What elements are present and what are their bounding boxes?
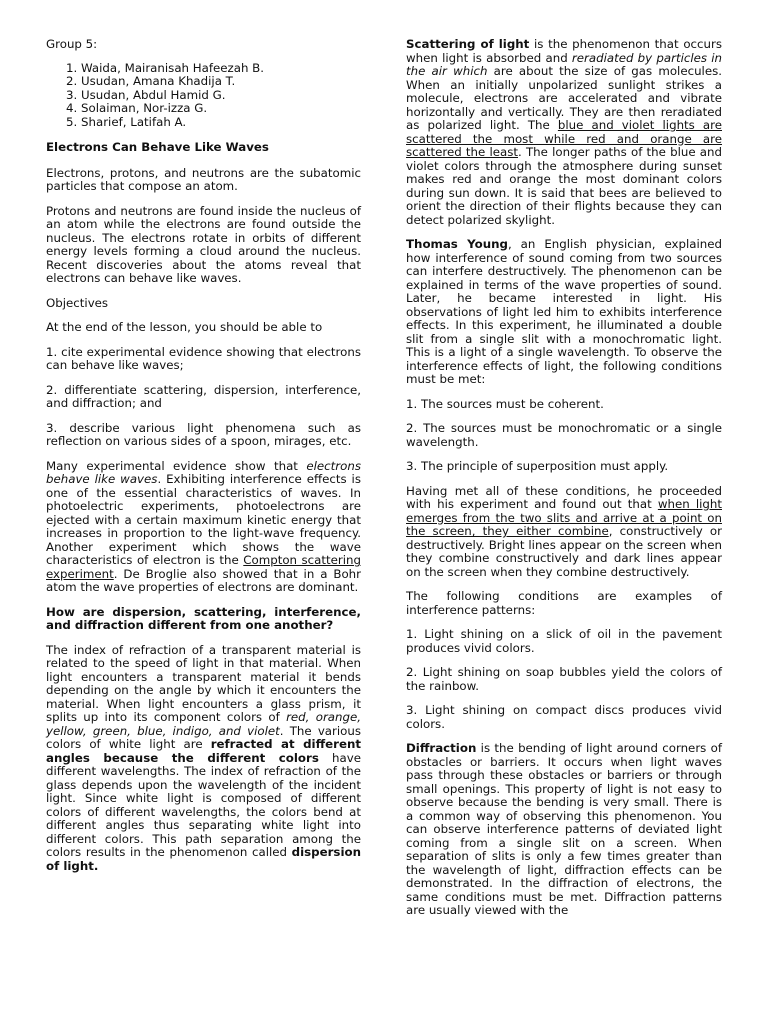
member-name: Sharief, Latifah A. bbox=[81, 114, 187, 129]
objective-item: 2. differentiate scattering, dispersion, interference, and diffraction; and bbox=[46, 382, 361, 410]
member-name: Usudan, Abdul Hamid G. bbox=[81, 87, 226, 102]
paragraph-having-met: Having met all of these conditions, he proceeded with his experiment and found out that when light emerges from the two slits and arrive at a point on the screen, they either combine, constructively or destructively. Bright lines appear on the screen when they combine constructively and dark lines appear on the screen when they combine destructively. bbox=[406, 483, 723, 579]
member-item bbox=[46, 75, 361, 89]
member-item bbox=[46, 89, 361, 103]
objective-item: 1. cite experimental evidence showing that electrons can behave like waves; bbox=[46, 344, 361, 372]
paragraph-intro: Electrons, protons, and neutrons are the subatomic particles that compose an atom. bbox=[46, 165, 361, 193]
member-name: Solaiman, Nor-izza G. bbox=[81, 101, 208, 115]
italic-text: reradiated by particles in the air which bbox=[406, 50, 722, 78]
italic-text: electrons behave like waves bbox=[46, 458, 361, 486]
example-item: 2. Light shining on soap bubbles yield the colors of the rainbow. bbox=[406, 665, 722, 693]
member-name: Usudan, Amana Khadija T. bbox=[81, 74, 236, 88]
bold-text: dispersion of light. bbox=[46, 845, 361, 873]
objectives-intro: At the end of the lesson, you should be able to bbox=[46, 320, 323, 334]
underlined-text: when light emerges from the two slits and arrive at a point on the screen, they either combine bbox=[406, 497, 722, 538]
paragraph-examples-intro: The following conditions are examples of interference patterns: bbox=[406, 589, 722, 617]
paragraph-young: Thomas Young, an English physician, explained how interference of sound coming from two sources can interfere destructively. The phenomenon can be explained in terms of the wave properties of sound. Later, he became interested in light. His observations of light led him to exhibits interference effects. In this experiment, he illuminated a double slit from a single slit with a monochromatic light. This is a light of a single wavelength. To observe the interference effects of light, the following conditions must be met: bbox=[406, 237, 722, 386]
condition-item: 2. The sources must be monochromatic or a single wavelength. bbox=[406, 421, 722, 449]
term-scattering: Scattering of light bbox=[406, 37, 530, 51]
right-column bbox=[406, 38, 722, 929]
member-item bbox=[46, 62, 361, 76]
member-number: 2. bbox=[66, 74, 78, 88]
section-heading-waves: Electrons Can Behave Like Waves bbox=[46, 140, 269, 154]
member-list bbox=[46, 62, 361, 130]
paragraph-diffraction: Diffraction is the bending of light around corners of obstacles or barriers. It occurs when light waves pass through these obstacles or barriers or through small openings. This property of light is not easy to observe because the bending is very small. There is a common way of observing this phenomenon. You can observe interference patterns of deviated light coming from a single slit on a screen. When separation of slits is only a few times greater than the wavelength of light, diffraction effects can be demonstrated. In the diffraction of electrons, the same conditions must be met. Diffraction patterns are usually viewed with the bbox=[406, 741, 722, 917]
member-number: 1. bbox=[66, 60, 78, 75]
member-number: 5. bbox=[66, 114, 78, 129]
paragraph-refraction: The index of refraction of a transparent material is related to the speed of light in that material. When light encounters a transparent material it bends depending on the angle by which it encounters the material. When light encounters a glass prism, it splits up into its component colors of red, orange, yellow, green, blue, indigo, and violet. The various colors of white light are refracted at different angles because the different colors have different wavelengths. The index of refraction of the glass depends upon the wavelength of the incident light. Since white light is composed of different colors of different wavelengths, the colors bend at different angles thus separating white light into different colors. This path separation among the colors results in the phenomenon called dispersion of light. bbox=[46, 642, 361, 873]
paragraph-protons: Protons and neutrons are found inside the nucleus of an atom while the electrons are found outside the nucleus. The electrons rotate in orbits of different energy levels forming a cloud around the nucleus. Recent discoveries about the atoms reveal that electrons can behave like waves. bbox=[46, 203, 361, 285]
underlined-text: Compton scattering experiment bbox=[46, 553, 361, 581]
member-item bbox=[46, 102, 361, 116]
paragraph-scattering: Scattering of light is the phenomenon that occurs when light is absorbed and reradiated by particles in the air which are about the size of gas molecules. When an initially unpolarized sunlight strikes a molecule, electrons are accelerated and vibrate horizontally and vertically. They are then reradiated as polarized light. The blue and violet lights are scattered the most while red and orange are scattered the least. The longer paths of the blue and violet colors through the atmosphere during sunset makes red and orange the most dominant colors during sun down. It is said that bees are believed to orient the direction of their flights because they can detect polarized skylight. bbox=[406, 37, 722, 227]
italic-text: red, orange, yellow, green, blue, indigo, and violet bbox=[46, 710, 361, 738]
example-item: 3. Light shining on compact discs produces vivid colors. bbox=[406, 703, 722, 731]
objectives-label: Objectives bbox=[46, 295, 109, 310]
section-heading-question: How are dispersion, scattering, interference, and diffraction different from one another? bbox=[46, 604, 361, 632]
member-number: 3. bbox=[66, 87, 78, 102]
underlined-text: blue and violet lights are scattered the most while red and orange are scattered the least bbox=[406, 118, 722, 159]
objective-item: 3. describe various light phenomena such as reflection on various sides of a spoon, mirages, etc. bbox=[46, 420, 361, 448]
term-thomas-young: Thomas Young bbox=[406, 237, 508, 251]
bold-text: refracted at different angles because the different colors bbox=[46, 737, 361, 765]
member-item bbox=[46, 116, 361, 130]
condition-item: 3. The principle of superposition must apply. bbox=[406, 459, 669, 473]
left-column bbox=[46, 38, 361, 884]
member-number: 4. bbox=[66, 101, 78, 115]
group-title: Group 5: bbox=[46, 37, 98, 51]
member-name: Waida, Mairanisah Hafeezah B. bbox=[81, 60, 265, 75]
example-item: 1. Light shining on a slick of oil in the pavement produces vivid colors. bbox=[406, 627, 722, 655]
term-diffraction: Diffraction bbox=[406, 741, 477, 755]
condition-item: 1. The sources must be coherent. bbox=[406, 396, 604, 411]
paragraph-evidence: Many experimental evidence show that electrons behave like waves. Exhibiting interference effects is one of the essential characteristics of waves. In photoelectric experiments, photoelectrons are ejected with a certain maximum kinetic energy that increases in proportion to the light-wave frequency. Another experiment which shows the wave characteristics of electron is the Compton scattering experiment. De Broglie also showed that in a Bohr atom the wave properties of electrons are dominant. bbox=[46, 458, 361, 594]
